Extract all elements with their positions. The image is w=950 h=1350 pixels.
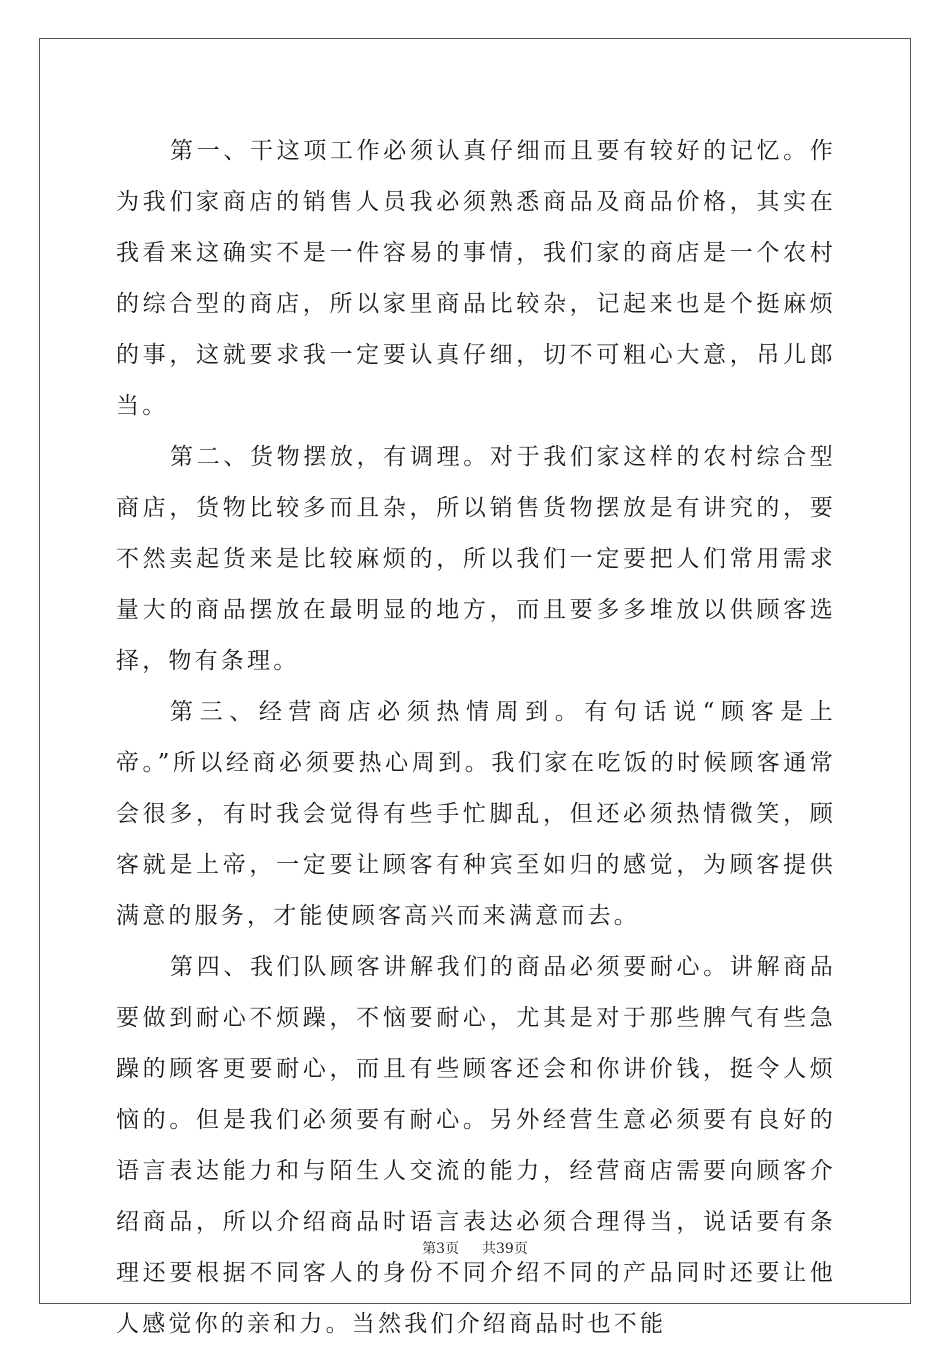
paragraph-1: 第一、干这项工作必须认真仔细而且要有较好的记忆。作为我们家商店的销售人员我必须熟悉商品及商品价格，其实在我看来这确实不是一件容易的事情，我们家的商店是一个农村的综合型的商店，所以家里商品比较杂，记起来也是个挺麻烦的事，这就要求我一定要认真仔细，切不可粗心大意，吊儿郎当。	[116, 138, 836, 419]
page-number-total: 共39页	[482, 1241, 528, 1257]
paragraph-4: 第四、我们队顾客讲解我们的商品必须要耐心。讲解商品要做到耐心不烦躁，不恼要耐心，尤其是对于那些脾气有些急躁的顾客更要耐心，而且有些顾客还会和你讲价钱，挺令人烦恼的。但是我们必须要有耐心。另外经营生意必须要有良好的语言表达能力和与陌生人交流的能力，经营商店需要向顾客介绍商品，所以介绍商品时语言表达必须合理得当，说话要有条理还要根据不同客人的身份不同介绍不同的产品同时还要让他人感觉你的亲和力。当然我们介绍商品时也不能	[116, 954, 836, 1337]
document-body	[116, 126, 836, 1350]
paragraph-3: 第三、经营商店必须热情周到。有句话说“顾客是上帝。”所以经商必须要热心周到。我们家在吃饭的时候顾客通常会很多，有时我会觉得有些手忙脚乱，但还必须热情微笑，顾客就是上帝，一定要让顾客有种宾至如归的感觉，为顾客提供满意的服务，才能使顾客高兴而来满意而去。	[116, 699, 836, 929]
page-number-current: 第3页	[422, 1241, 460, 1257]
page-footer	[0, 1238, 950, 1258]
paragraph-2: 第二、货物摆放，有调理。对于我们家这样的农村综合型商店，货物比较多而且杂，所以销售货物摆放是有讲究的，要不然卖起货来是比较麻烦的，所以我们一定要把人们常用需求量大的商品摆放在最明显的地方，而且要多多堆放以供顾客选择，物有条理。	[116, 444, 836, 674]
